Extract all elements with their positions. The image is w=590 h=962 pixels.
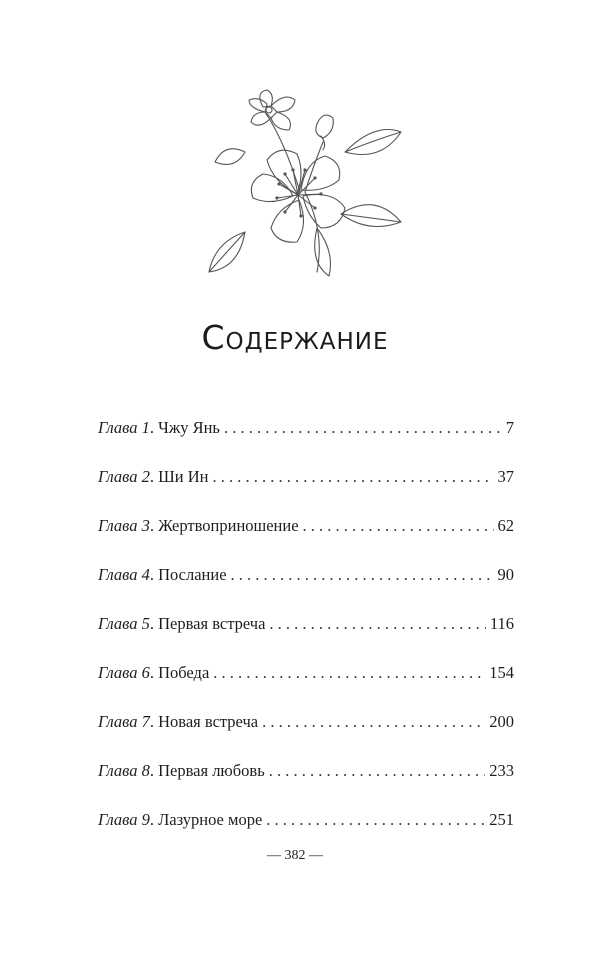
page-ref: 7 bbox=[505, 418, 514, 437]
toc-entry[interactable]: Глава 7 . Новая встреча . . . 200 bbox=[98, 712, 514, 761]
chapter-label: Глава 2 bbox=[98, 467, 150, 486]
chapter-title: Жертвоприношение bbox=[158, 516, 299, 535]
page-ref: 90 bbox=[497, 565, 514, 584]
toc-entry[interactable]: Глава 9 . Лазурное море . . . 251 bbox=[98, 810, 514, 859]
toc-entry[interactable]: Глава 3 . Жертвоприношение . . . 62 bbox=[98, 516, 514, 565]
chapter-label: Глава 5 bbox=[98, 614, 150, 633]
chapter-title: Послание bbox=[158, 565, 227, 584]
chapter-title: Победа bbox=[158, 663, 210, 682]
leader-dots bbox=[231, 565, 494, 585]
page-ref: 62 bbox=[497, 516, 514, 535]
chapter-title: Новая встреча bbox=[158, 712, 259, 731]
leader-dots bbox=[303, 516, 494, 536]
flower-icon bbox=[205, 82, 405, 277]
chapter-title: Первая любовь bbox=[158, 761, 265, 780]
leader-dots bbox=[213, 663, 485, 683]
chapter-title: Лазурное море bbox=[158, 810, 263, 829]
chapter-label: Глава 8 bbox=[98, 761, 150, 780]
chapter-label: Глава 7 bbox=[98, 712, 150, 731]
leader-dots bbox=[269, 614, 485, 634]
toc-entry[interactable]: Глава 1 . Чжу Янь . . . 7 bbox=[98, 418, 514, 467]
page-title: Содержание bbox=[201, 318, 389, 357]
chapter-title: Ши Ин bbox=[158, 467, 209, 486]
leader-dots bbox=[212, 467, 493, 487]
chapter-label: Глава 4 bbox=[98, 565, 150, 584]
table-of-contents bbox=[98, 418, 514, 859]
leader-dots bbox=[266, 810, 485, 830]
chapter-title: Чжу Янь bbox=[158, 418, 220, 437]
toc-entry[interactable]: Глава 5 . Первая встреча . . . 116 bbox=[98, 614, 514, 663]
chapter-title: Первая встреча bbox=[158, 614, 266, 633]
chapter-label: Глава 1 bbox=[98, 418, 150, 437]
page-ref: 200 bbox=[489, 712, 514, 731]
leader-dots bbox=[262, 712, 485, 732]
page-ref: 116 bbox=[489, 614, 514, 633]
page-ref: 251 bbox=[489, 810, 514, 829]
page-ref: 154 bbox=[489, 663, 514, 682]
toc-entry[interactable]: Глава 2 . Ши Ин . . . 37 bbox=[98, 467, 514, 516]
page-number: — 382 — bbox=[267, 848, 323, 863]
page-ref: 37 bbox=[497, 467, 514, 486]
leader-dots bbox=[224, 418, 502, 438]
toc-entry[interactable]: Глава 4 . Послание . . . 90 bbox=[98, 565, 514, 614]
page-ref: 233 bbox=[489, 761, 514, 780]
toc-entry[interactable]: Глава 6 . Победа . . . 154 bbox=[98, 663, 514, 712]
toc-entry[interactable]: Глава 8 . Первая любовь . . . 233 bbox=[98, 761, 514, 810]
chapter-label: Глава 6 bbox=[98, 663, 150, 682]
leader-dots bbox=[269, 761, 486, 781]
chapter-label: Глава 3 bbox=[98, 516, 150, 535]
chapter-label: Глава 9 bbox=[98, 810, 150, 829]
